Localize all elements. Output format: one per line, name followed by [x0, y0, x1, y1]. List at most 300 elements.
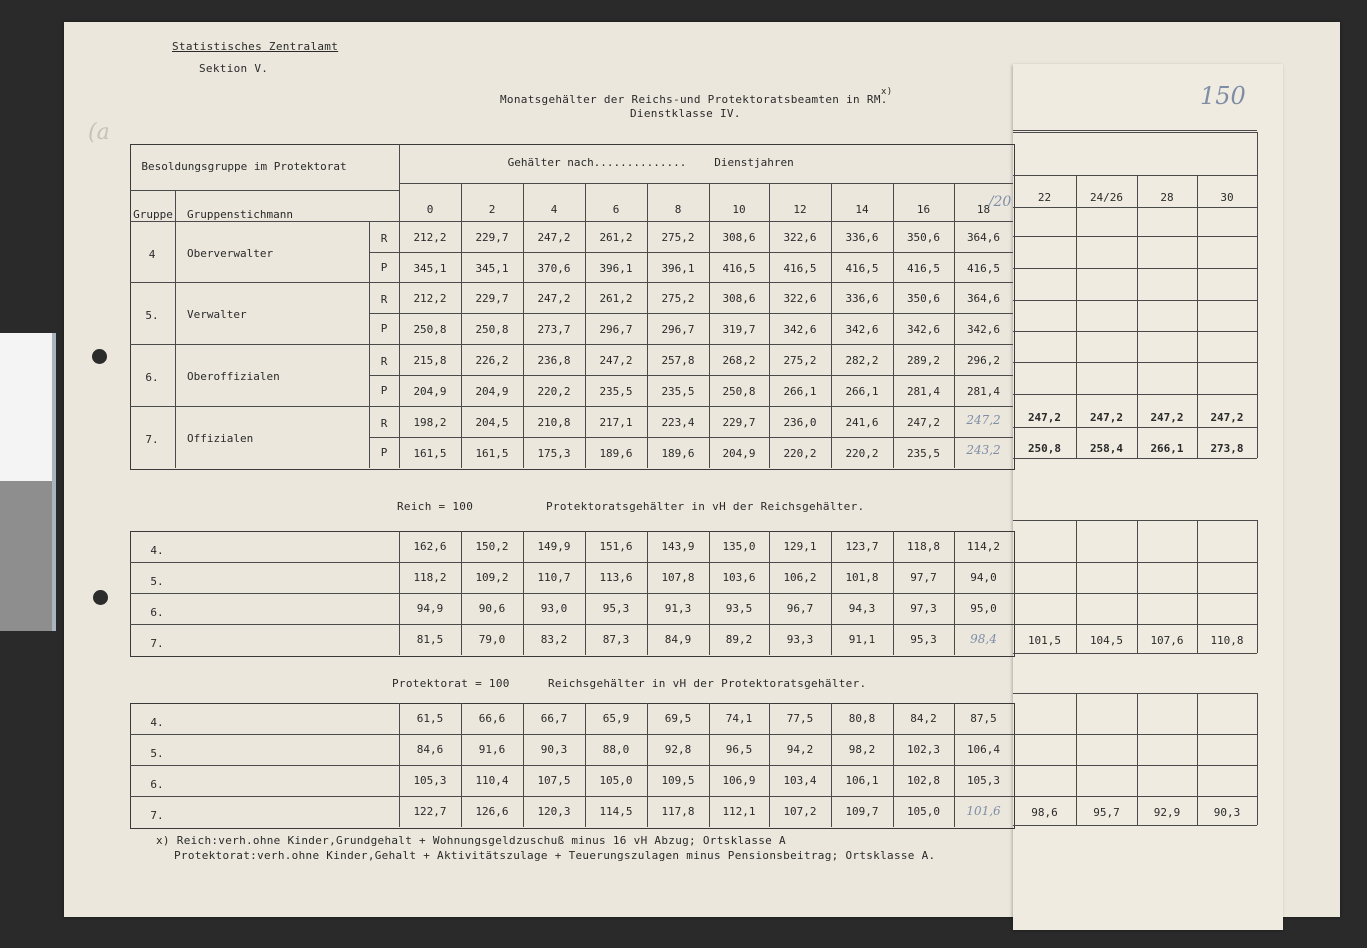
value-r: 322,6	[783, 231, 817, 244]
value-r: 336,6	[845, 292, 879, 305]
year-col-line	[585, 183, 586, 468]
vh-reich-group-number: 7.	[150, 808, 164, 822]
value-p: 273,7	[537, 323, 571, 336]
year-header: 6	[612, 203, 620, 216]
year-header-ext: 30	[1220, 191, 1234, 204]
year-header: 0	[426, 203, 434, 216]
year-header: 18	[976, 203, 991, 216]
value-p: 161,5	[475, 447, 509, 460]
vh-reich-value: 109,7	[845, 804, 879, 818]
vh-protektorat-value-handwritten: 98,4	[970, 631, 997, 646]
vh-reich-value: 61,5	[416, 711, 444, 725]
value-p: 281,4	[966, 385, 1001, 398]
header-dienstjahren: Dienstjahren	[714, 156, 794, 169]
vh-protektorat-value: 93,0	[540, 601, 568, 615]
r-label: R	[380, 417, 388, 430]
header-divider	[130, 190, 399, 191]
office-name: Statistisches Zentralamt	[172, 40, 339, 53]
vh-reich-value: 102,3	[906, 742, 941, 756]
year-header: 10	[732, 203, 746, 216]
group-name: Oberoffizialen	[187, 370, 280, 383]
ext-col-line	[1197, 175, 1198, 458]
value-p: 250,8	[722, 385, 756, 398]
value-r: 226,2	[475, 354, 509, 367]
group-name: Verwalter	[187, 308, 247, 321]
vh-protektorat-group-number: 5.	[150, 574, 164, 588]
vh-protektorat-value: 109,2	[475, 570, 509, 584]
vh-reich-value: 90,3	[540, 742, 568, 756]
value-r: 350,6	[906, 231, 941, 244]
vh-protektorat-value: 91,1	[848, 632, 876, 646]
year-header-ext: 24/26	[1089, 191, 1124, 204]
section3-base-label: Protektorat = 100	[392, 677, 510, 690]
value-r: 350,6	[906, 292, 941, 305]
value-p: 416,5	[845, 262, 879, 275]
value-r: 336,6	[845, 231, 879, 244]
ext-row-line	[1013, 394, 1257, 395]
year-header-ext: 22	[1037, 191, 1052, 204]
vh-reich-col-line	[585, 703, 586, 827]
vh-protektorat-value: 95,3	[910, 632, 937, 646]
vh-reich-value: 65,9	[602, 711, 630, 725]
vh-protektorat-value: 135,0	[722, 539, 756, 553]
vh-protektorat-value: 81,5	[416, 632, 444, 646]
punch-hole-top	[92, 349, 107, 364]
vh-reich-value: 106,1	[845, 773, 879, 787]
rp-row-line	[369, 437, 1013, 438]
ext-col-line	[1076, 175, 1077, 458]
value-p-ext: 258,4	[1089, 442, 1124, 455]
vh-protektorat-col-line	[399, 531, 400, 655]
vh-reich-value: 105,3	[413, 773, 447, 787]
group-name: Offizialen	[187, 432, 254, 445]
value-p: 235,5	[906, 447, 941, 460]
header-gehaelter-nach: Gehälter nach..............	[507, 156, 687, 169]
group-number: 7.	[145, 433, 159, 446]
year-header: 2	[488, 203, 496, 216]
vh-reich-value: 69,5	[664, 711, 692, 725]
vh-protektorat-value: 79,0	[478, 632, 506, 646]
rp-col-line	[369, 221, 370, 468]
vh-reich-group-number: 4.	[150, 715, 164, 729]
vh-reich-value-ext: 92,9	[1153, 805, 1181, 819]
value-p: 370,6	[537, 262, 571, 275]
year-header-handwritten: /20	[988, 194, 1012, 210]
vh-protektorat-row-line	[130, 562, 1013, 563]
vh-reich-value-ext: 95,7	[1093, 805, 1120, 819]
value-p: 266,1	[845, 385, 879, 398]
value-r: 261,2	[599, 292, 633, 305]
vh-protektorat-value: 90,6	[478, 601, 506, 615]
value-p: 250,8	[413, 323, 447, 336]
ext-row-line	[1013, 268, 1257, 269]
vh-reich-col-line	[769, 703, 770, 827]
value-p: 235,5	[599, 385, 633, 398]
p-label: P	[380, 446, 388, 459]
vh-reich-value: 94,2	[786, 742, 814, 756]
vh-reich-group-number: 6.	[150, 777, 164, 791]
vh-protektorat-col-line	[647, 531, 648, 655]
gruppe-col-line	[175, 190, 176, 468]
value-p: 416,5	[783, 262, 817, 275]
vh-protektorat-value: 107,8	[661, 570, 695, 584]
vh-protektorat-ext-row-line	[1013, 562, 1257, 563]
value-r-ext: 247,2	[1089, 411, 1124, 424]
ext-row-line	[1013, 458, 1257, 459]
archive-tab-grey	[0, 481, 55, 631]
vh-protektorat-ext-row-line	[1013, 593, 1257, 594]
vh-reich-ext-row-line	[1013, 796, 1257, 797]
value-p-ext: 250,8	[1027, 442, 1062, 455]
vh-protektorat-value-ext: 101,5	[1027, 633, 1062, 647]
value-r: 223,4	[661, 416, 695, 429]
value-r: 229,7	[475, 292, 509, 305]
p-label: P	[380, 261, 388, 274]
value-p: 342,6	[966, 323, 1001, 336]
vh-reich-value: 114,5	[599, 804, 633, 818]
vh-reich-value: 84,6	[416, 742, 444, 756]
vh-reich-value: 98,2	[848, 742, 876, 756]
vh-protektorat-value: 129,1	[783, 539, 817, 553]
vh-reich-ext-top	[1013, 693, 1257, 694]
value-r: 247,2	[599, 354, 633, 367]
vh-reich-value: 112,1	[722, 804, 756, 818]
vh-reich-ext-row-line	[1013, 825, 1257, 826]
year-col-line	[523, 183, 524, 468]
title-footnote-marker: x)	[881, 87, 893, 97]
vh-protektorat-ext-row-line	[1013, 653, 1257, 654]
vh-protektorat-value: 95,3	[602, 601, 630, 615]
group-row-line	[130, 406, 1013, 407]
year-header-ext: 28	[1160, 191, 1174, 204]
year-col-line	[893, 183, 894, 468]
vh-protektorat-row-line	[130, 624, 1013, 625]
vh-reich-value: 106,9	[722, 773, 756, 787]
r-label: R	[380, 232, 388, 245]
value-p-ext: 266,1	[1150, 442, 1184, 455]
vh-protektorat-col-line	[709, 531, 710, 655]
vh-protektorat-col-line	[954, 531, 955, 655]
value-r-ext: 247,2	[1027, 411, 1062, 424]
value-r: 275,2	[661, 231, 695, 244]
value-r: 204,5	[475, 416, 509, 429]
vh-protektorat-value: 94,9	[416, 601, 444, 615]
year-col-line	[647, 183, 648, 468]
vh-reich-value-handwritten: 101,6	[966, 803, 1001, 818]
rp-row-line	[369, 313, 1013, 314]
value-r: 289,2	[906, 354, 941, 367]
value-r: 308,6	[722, 292, 756, 305]
vh-protektorat-value: 83,2	[540, 632, 568, 646]
vh-protektorat-ext-row-line	[1013, 624, 1257, 625]
group-number: 4	[148, 248, 156, 261]
r-label: R	[380, 355, 388, 368]
vh-protektorat-group-number: 6.	[150, 605, 164, 619]
vh-reich-value-ext: 90,3	[1213, 805, 1241, 819]
value-p-ext: 273,8	[1210, 442, 1244, 455]
value-r: 364,6	[966, 231, 1001, 244]
rp-row-line	[369, 252, 1013, 253]
years-header-divider	[399, 183, 1013, 184]
vh-protektorat-value: 91,3	[664, 601, 692, 615]
vh-reich-ext-row-line	[1013, 765, 1257, 766]
group-name: Oberverwalter	[187, 247, 274, 260]
year-col-line	[399, 144, 400, 468]
vh-protektorat-value: 149,9	[537, 539, 571, 553]
section-name: Sektion V.	[199, 62, 269, 75]
value-p: 319,7	[722, 323, 756, 336]
vh-reich-value: 88,0	[602, 742, 630, 756]
vh-reich-ext-col-line	[1076, 693, 1077, 825]
year-header: 4	[550, 203, 558, 216]
vh-reich-col-line	[893, 703, 894, 827]
value-r: 236,8	[537, 354, 571, 367]
value-r: 296,2	[966, 354, 1001, 367]
value-r: 212,2	[413, 292, 447, 305]
vh-protektorat-value: 93,5	[725, 601, 753, 615]
value-r: 247,2	[537, 292, 571, 305]
vh-protektorat-value: 110,7	[537, 570, 571, 584]
vh-protektorat-value: 106,2	[783, 570, 817, 584]
vh-protektorat-group-number: 4.	[150, 543, 164, 557]
value-p: 342,6	[906, 323, 941, 336]
punch-hole-bottom	[93, 590, 108, 605]
year-col-line	[954, 183, 955, 468]
value-p: 161,5	[413, 447, 447, 460]
value-r: 215,8	[413, 354, 447, 367]
value-r: 247,2	[906, 416, 941, 429]
ext-row-line	[1013, 362, 1257, 363]
vh-protektorat-col-line	[585, 531, 586, 655]
year-col-line	[831, 183, 832, 468]
vh-protektorat-table	[130, 531, 1015, 657]
section2-title: Protektoratsgehälter in vH der Reichsgehälter.	[546, 500, 865, 513]
value-r: 241,6	[845, 416, 879, 429]
value-p: 396,1	[599, 262, 633, 275]
value-p: 220,2	[537, 385, 571, 398]
header-bottom-line	[130, 221, 1013, 222]
vh-protektorat-col-line	[523, 531, 524, 655]
value-handwritten: 243,2	[966, 443, 1001, 457]
archive-tab-edge	[52, 333, 56, 631]
vh-protektorat-ext-col-line	[1076, 520, 1077, 653]
vh-reich-value: 120,3	[537, 804, 571, 818]
header-gruppe: Gruppe	[133, 208, 173, 221]
ext-header-top	[1013, 175, 1257, 176]
vh-reich-value: 96,5	[725, 742, 753, 756]
page-subtitle: Dienstklasse IV.	[630, 107, 741, 120]
value-r: 275,2	[783, 354, 817, 367]
ext-col-line	[1137, 175, 1138, 458]
vh-reich-value: 122,7	[413, 804, 447, 818]
value-r: 364,6	[966, 292, 1001, 305]
vh-reich-ext-col-line	[1137, 693, 1138, 825]
rp-row-line	[369, 375, 1013, 376]
vh-reich-ext-row-line	[1013, 734, 1257, 735]
vh-protektorat-value: 114,2	[966, 539, 1001, 553]
ext-row-line	[1013, 300, 1257, 301]
year-header: 12	[793, 203, 807, 216]
archive-tab-white	[0, 333, 55, 481]
value-p: 266,1	[783, 385, 817, 398]
vh-protektorat-ext-col-line	[1137, 520, 1138, 653]
vh-reich-col-line	[523, 703, 524, 827]
vh-reich-col-line	[461, 703, 462, 827]
year-header: 14	[855, 203, 869, 216]
vh-protektorat-value: 94,0	[970, 570, 997, 584]
section2-base-label: Reich = 100	[397, 500, 474, 513]
ext-top-rule	[1013, 130, 1257, 131]
ext-row-line	[1013, 236, 1257, 237]
group-number: 5.	[145, 309, 159, 322]
vh-reich-value: 102,8	[906, 773, 941, 787]
vh-protektorat-value: 94,3	[848, 601, 876, 615]
value-r: 236,0	[783, 416, 817, 429]
page-title: Monatsgehälter der Reichs-und Protektoratsbeamten in RM.	[500, 93, 888, 106]
value-r: 268,2	[722, 354, 756, 367]
vh-protektorat-value: 101,8	[845, 570, 879, 584]
value-r: 229,7	[475, 231, 509, 244]
vh-reich-value-ext: 98,6	[1031, 805, 1058, 819]
value-r: 198,2	[413, 416, 447, 429]
vh-protektorat-value: 162,6	[413, 539, 447, 553]
value-p: 204,9	[722, 447, 756, 460]
vh-protektorat-value-ext: 110,8	[1210, 633, 1244, 647]
vh-reich-value: 74,1	[725, 711, 753, 725]
vh-reich-value: 80,8	[848, 711, 876, 725]
header-besoldungsgruppe: Besoldungsgruppe im Protektorat	[141, 160, 347, 173]
vh-reich-col-line	[399, 703, 400, 827]
margin-mark-handwritten: (a	[88, 120, 110, 145]
vh-protektorat-value: 97,3	[910, 601, 937, 615]
vh-reich-value: 84,2	[910, 711, 937, 725]
value-p: 345,1	[413, 262, 447, 275]
vh-reich-value: 109,5	[661, 773, 695, 787]
group-number: 6.	[145, 371, 159, 384]
vh-protektorat-value: 93,3	[786, 632, 814, 646]
vh-protektorat-col-line	[461, 531, 462, 655]
vh-reich-value: 103,4	[783, 773, 817, 787]
ext-header-bottom	[1013, 207, 1257, 208]
vh-reich-ext-col-line	[1197, 693, 1198, 825]
vh-protektorat-ext-col-line	[1197, 520, 1198, 653]
value-p: 220,2	[845, 447, 879, 460]
value-r: 282,2	[845, 354, 879, 367]
footnote-reich: x) Reich:verh.ohne Kinder,Grundgehalt + Wohnungsgeldzuschuß minus 16 vH Abzug; Ortsklasse A	[156, 834, 786, 847]
value-p: 416,5	[722, 262, 756, 275]
header-gruppenstichmann: Gruppenstichmann	[187, 208, 293, 221]
vh-protektorat-value: 95,0	[970, 601, 997, 615]
value-r: 275,2	[661, 292, 695, 305]
vh-protektorat-value: 89,2	[725, 632, 753, 646]
value-p: 416,5	[906, 262, 941, 275]
value-r: 217,1	[599, 416, 633, 429]
vh-protektorat-value: 87,3	[602, 632, 630, 646]
value-r: 247,2	[537, 231, 571, 244]
value-p: 220,2	[783, 447, 817, 460]
section3-title: Reichsgehälter in vH der Protektoratsgehälter.	[548, 677, 867, 690]
year-col-line	[769, 183, 770, 468]
vh-protektorat-group-number: 7.	[150, 636, 164, 650]
year-col-line	[709, 183, 710, 468]
value-handwritten: 247,2	[966, 413, 1001, 427]
year-header: 16	[916, 203, 931, 216]
vh-protektorat-value-ext: 107,6	[1150, 633, 1184, 647]
value-p: 250,8	[475, 323, 509, 336]
value-p: 189,6	[661, 447, 695, 460]
value-r: 322,6	[783, 292, 817, 305]
vh-protektorat-value: 84,9	[664, 632, 692, 646]
vh-protektorat-value: 97,7	[910, 570, 937, 584]
vh-reich-value: 107,2	[783, 804, 817, 818]
page-number-handwritten: 150	[1200, 82, 1246, 110]
vh-reich-value: 126,6	[475, 804, 509, 818]
ext-right-line	[1257, 132, 1258, 458]
vh-protektorat-value-ext: 104,5	[1089, 633, 1124, 647]
vh-reich-value: 105,0	[906, 804, 941, 818]
vh-protektorat-col-line	[893, 531, 894, 655]
p-label: P	[380, 322, 388, 335]
vh-protektorat-ext-top	[1013, 520, 1257, 521]
vh-reich-ext-right	[1257, 693, 1258, 825]
ext-top-rule-2	[1013, 132, 1257, 133]
salary-table	[130, 144, 1015, 470]
value-p: 296,7	[599, 323, 633, 336]
vh-reich-col-line	[954, 703, 955, 827]
vh-reich-col-line	[647, 703, 648, 827]
value-r-ext: 247,2	[1210, 411, 1244, 424]
vh-reich-value: 105,3	[966, 773, 1001, 787]
vh-protektorat-value: 143,9	[661, 539, 695, 553]
ext-row-line	[1013, 331, 1257, 332]
value-p: 416,5	[966, 262, 1001, 275]
value-r: 257,8	[661, 354, 695, 367]
vh-reich-value: 91,6	[478, 742, 506, 756]
p-label: P	[380, 384, 388, 397]
value-r: 210,8	[537, 416, 571, 429]
vh-reich-value: 66,7	[540, 711, 568, 725]
value-p: 204,9	[475, 385, 509, 398]
year-header: 8	[674, 203, 682, 216]
vh-protektorat-value: 96,7	[786, 601, 814, 615]
group-row-line	[130, 344, 1013, 345]
vh-protektorat-value: 103,6	[722, 570, 756, 584]
vh-protektorat-value: 118,2	[413, 570, 447, 584]
value-p: 204,9	[413, 385, 447, 398]
value-p: 342,6	[783, 323, 817, 336]
vh-reich-value: 66,6	[478, 711, 506, 725]
value-r: 261,2	[599, 231, 633, 244]
vh-protektorat-value: 118,8	[906, 539, 941, 553]
vh-reich-row-line	[130, 765, 1013, 766]
vh-reich-value: 117,8	[661, 804, 695, 818]
vh-reich-row-line	[130, 734, 1013, 735]
value-p: 189,6	[599, 447, 633, 460]
vh-protektorat-value: 113,6	[599, 570, 633, 584]
value-p: 342,6	[845, 323, 879, 336]
vh-reich-col-line	[709, 703, 710, 827]
vh-reich-value: 92,8	[664, 742, 692, 756]
vh-protektorat-ext-right	[1257, 520, 1258, 653]
vh-protektorat-col-line	[831, 531, 832, 655]
vh-reich-value: 110,4	[475, 773, 509, 787]
vh-reich-value: 87,5	[970, 711, 997, 725]
value-p: 396,1	[661, 262, 695, 275]
vh-reich-value: 105,0	[599, 773, 633, 787]
value-r-ext: 247,2	[1150, 411, 1184, 424]
vh-protektorat-value: 123,7	[845, 539, 879, 553]
ext-row-line	[1013, 427, 1257, 428]
